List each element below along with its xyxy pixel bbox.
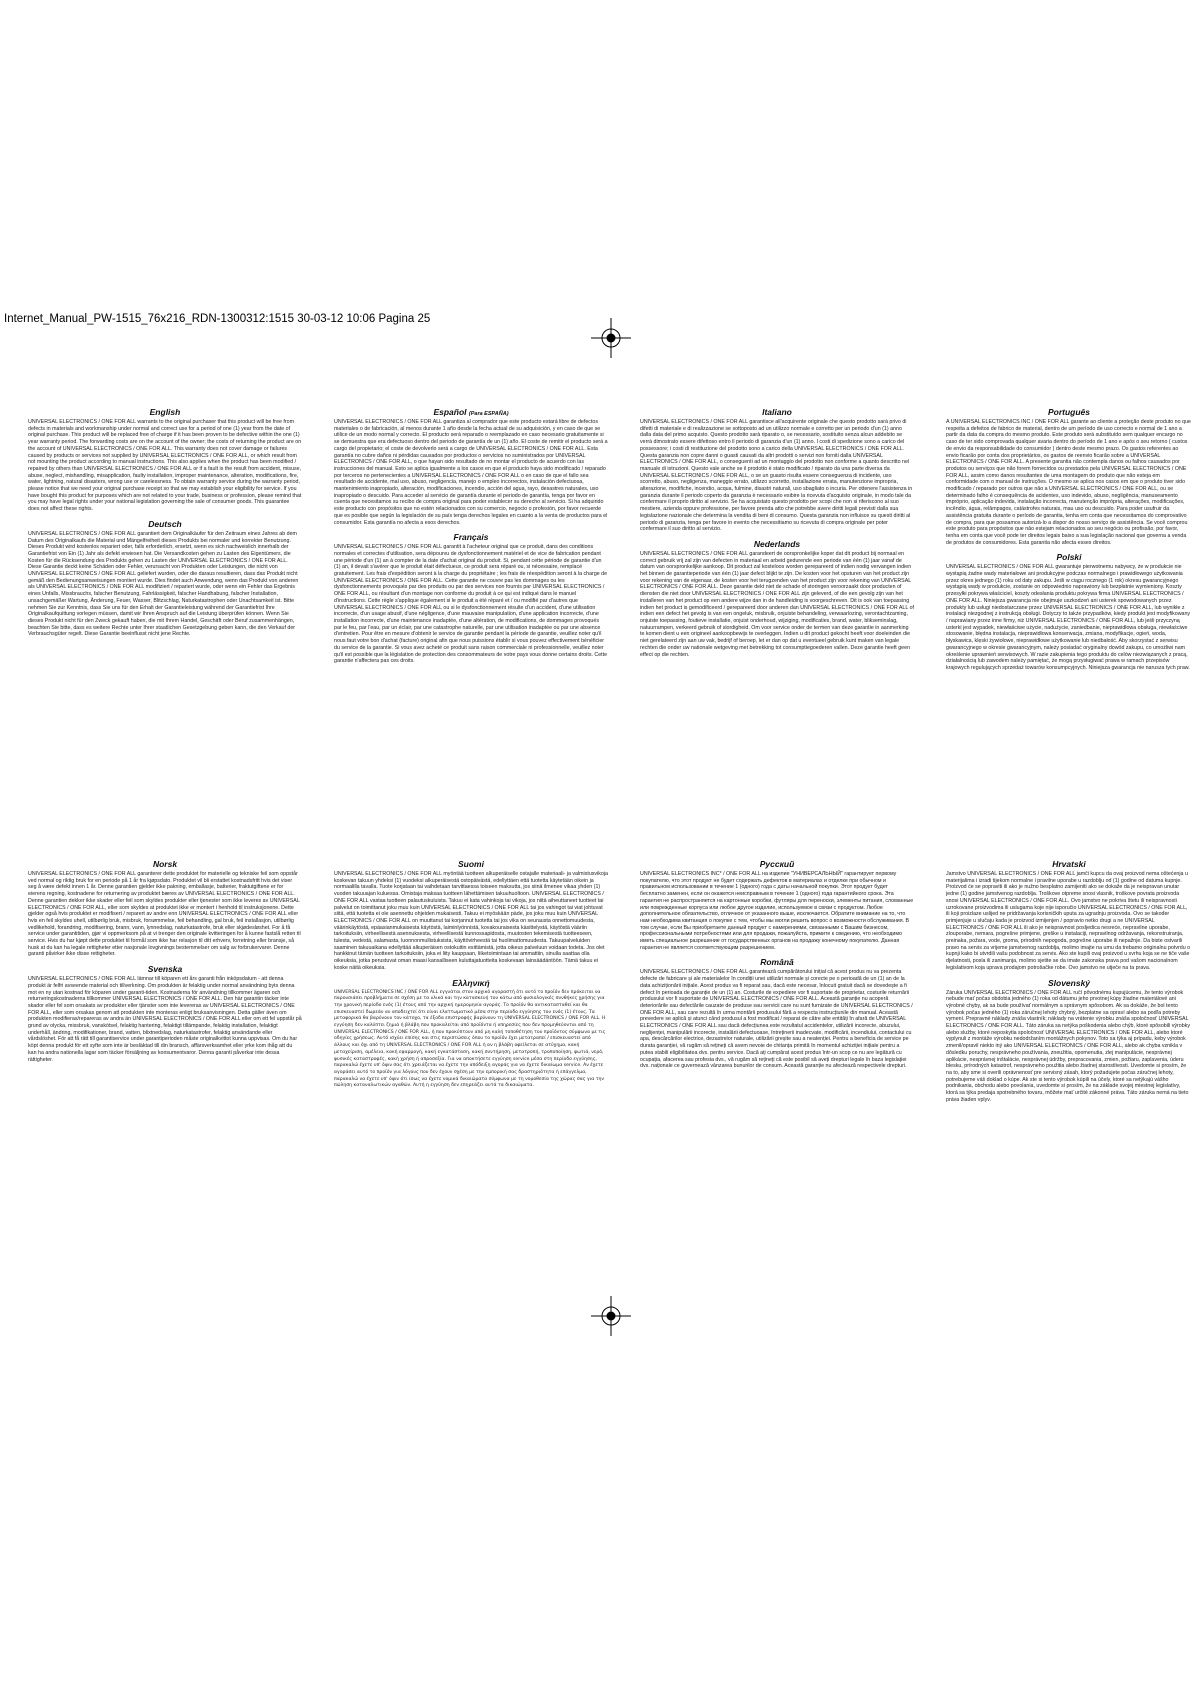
section-body: UNIVERSAL ELECTRONICS / ONE FOR ALL garantiza al comprador que este producto estará libre de defectos materiales o de fabricación, al menos durante 1 año desde la fecha actual de su adquisición, y en caso de que se utilice de un modo normal y correcto. El producto será reparado o reemplazado en caso necesario gratuitamente si se demuestra que era defectuoso dentro del periodo de garantía de un (1) año. El coste de remitir el producto será a cargo del propietario; el coste de devolverlo será a cargo de UNIVERSAL ELECTRONICS / ONE FOR ALL. Esta garantía no cubre daños ni pérdidas causados por productos o servicios no suministrados por UNIVERSAL ELECTRONICS / ONE FOR ALL, o que hayan sido resultado de no montar el producto de acuerdo con las instrucciones del manual. Esto se aplica igualmente a los casos en que el producto haya sido modificado / reparado por terceros no pertenecientes a UNIVERSAL ELECTRONICS / ONE FOR ALL o en caso de que el fallo sea resultado de accidente, mal uso, abuso, negligencia, manejo o empleo incorrectos, instalación defectuosa, mantenimiento inapropiado, alteración, modificaciones, incendio, acción del agua, rayo, desastres naturales, uso inapropiado o descuido. Para acceder al servicio de garantía durante el periodo de garantía, tenga por favor en cuenta que necesitamos su recibo de compra original para poder establecer su derecho al servicio. Si ha adquirido este producto con propósitos que no estén relacionados con su comercio, negocio o profesión, por favor recuerde que es posible que según la legislación de su país tenga derechos legales en cuanto a la venta de productos para el consumidor. Esta garantía no afecta a esos derechos. [334, 419, 608, 526]
warranty-section-suomi [334, 859, 608, 972]
section-title: Polski [1056, 552, 1082, 563]
section-body: Jamstvo UNIVERSAL ELECTRONICS / ONE FOR ALL jamči kupcu da ovaj proizvod nema oštećenja u materijalima i izradi tijekom normalne i pravilne uporabe u razdoblju od (1) godine od datuma kupnje. Proizvod će se popraviti ili ako je nužno besplatno zamijeniti ako se dokaže da je neispravan unutar jedne (1) godine jamstvenog razdoblja. Troškove otpreme snosi vlasnik, troškove povrata proizvoda snosi UNIVERSAL ELECTRONICS / ONE FOR ALL. Ovo jamstvo ne pokriva štetu ili neispravnosti uzrokovane proizvodima ili uslugama koje nije isporučio UNIVERSAL ELECTRONICS / ONE FOR ALL, ili koji proizlaze uslijed ne pridržavanja korisničkih uputa za ugradnju proizvoda. Ovo se također primjenjuje u slučaju kada je proizvod izmijenjen / popravio netko drugi a ne UNIVERSAL ELECTRONICS / ONE FOR ALL ili ako je neispravnost posljedica nesreće, nepravilne uporabe, zlouporabe, nemara, pogrešne primjene, greške u instalaciji, nepravilnog održavanja, rekonstruiranja, preinaka, požara, vode, groma, prirodnih nepogoda, pogrešne uporabe ili nepažnje. Da biste ostvarili pravo na servis za vrijeme jamstvenog razdoblja, molimo imajte na umu da trebamo originalnu potvrdu o kupnji kako bi utvrdili vašu podobnost za servis. Ako ste kupili ovaj proizvod u svrhu koja se ne tiče vaše djelatnosti, posla ili zanimanja, molimo sjetite se da imate zakonska prava pod vašom nacionalnom legislativom koja uprava prodajom potrošačke robe. Ovo jamstvo ne utječe na ta prava. [946, 871, 1191, 971]
section-title: Norsk [152, 859, 178, 869]
section-title: Suomi [458, 859, 484, 869]
warranty-section-english [28, 407, 302, 513]
column-row1-2 [334, 407, 608, 671]
warranty-section-greek [334, 978, 608, 1091]
column-row1-4 [946, 407, 1192, 678]
section-title: Français [453, 532, 489, 543]
section-title-suffix: (Para ESPAÑA) [468, 411, 509, 417]
column-row1-1 [28, 407, 302, 644]
warranty-section-svenska [28, 964, 302, 1063]
section-title: Ελληνική [452, 977, 490, 988]
section-title: Русский [759, 859, 795, 869]
warranty-section-norsk [28, 859, 302, 958]
section-title: Português [1047, 407, 1091, 417]
section-title: Română [760, 957, 794, 968]
registration-mark-bottom-icon [591, 1296, 631, 1336]
section-body: UNIVERSAL ELECTRONICS / ONE FOR ALL garantisce all'acquirente originale che questo prodotto sarà privo di difetti di materiale e di realizzazione se sottoposto ad un utilizzo normale e corretto per un periodo d'un (1) anno dalla data del primo acquisto. Questo prodotto sarà riparato o, se necessario, sostituito senza alcun addebito se verrà dimostrato essere difettoso entro il periodo di garanzia d'un (1) anno. I costi di spedizione sono a carico del possessore; i costi di restituzione del prodotto sono a carico della UNIVERSAL ELECTRONICS / ONE FOR ALL. Questa garanzia non copre danni o guasti causati da altri prodotti o servizi non forniti dalla UNIVERSAL ELECTRONICS / ONE FOR ALL, o conseguenti ad un montaggio del prodotto non conforme a quanto descritto nel manuale di istruzioni. Questo vale anche se il prodotto è stato modificato / riparato da una parte diversa da UNIVERSAL ELECTRONICS / ONE FOR ALL, o se un guasto risulta essere conseguenza di incidente, uso scorretto, abuso, negligenza, maneggio errato, utilizzo scorretto, installazione errata, manutenzione impropria, alterazione, modifiche, incendio, acqua, fulmine, disastri naturali, uso sbagliato o incuria. Per ottenere l'assistenza in garanzia durante il periodo coperto da garanzia è necessario esibire la ricevuta d'acquisto originale, in modo tale da confermare il proprio diritto al servizio. Se ha acquistato questo prodotto per scopi che non si riferiscono al suo mestiere, azienda oppure professione, per favore prenda atto che potrebbe avere diritti legali previsti dalla sua legislazione nazionale che determina la vendita di beni di consumo. Questa garanzia non influisce su questi diritti al periodo di garanzia, tenga per favore in evento che necessitiamo su ricevuta di compra originale per poter confermare il suo diritto al servizio. [640, 419, 913, 533]
warranty-section-italiano [640, 407, 914, 533]
section-body: UNIVERSAL ELECTRONICS INC / ONE FOR ALL εγγυάται στον αρχικό αγοραστή ότι αυτό το προϊόν δεν πρόκειται να παρουσιάσει προβλήματα σε σχέση με τα υλικά και την κατασκευή του κάτω από φυσιολογικές συνθήκες χρήσης για την χρονική περίοδο ενός (1) έτους από την αρχική ημερομηνία αγοράς. Το προϊόν θα αντικατασταθεί και θα επισκευαστεί δωρεάν αν αποδειχτεί ότι είναι ελαττωματικό μέσα στην περίοδο εγγύησης του ενός (1) έτους. Τα μεταφορικά θα βαρύνουν τον κάτοχο, τα έξοδα επιστροφής βαρύνουν τη UNIVERSAL ELECTRONICS / ONE FOR ALL. Η εγγύηση δεν καλύπτει ζημιά ή βλάβη που προκαλείται από προϊόντα ή υπηρεσίες που δεν προμηθεύονται από τη UNIVERSAL ELECTRONICS / ONE FOR ALL, ή που προκύπτουν από μη καλή τοποθέτηση του προϊόντος σύμφωνα με τις οδηγίες χρήσεως. Αυτό ισχύει επίσης και στις περιπτώσεις όπου το προϊόν έχει μετατραπεί / επισκευαστεί από άλλους και όχι από τη UNIVERSAL ELECTRONICS / ONE FOR ALL ή αν η βλάβη οφείλεται σε ατύχημα, κακή μεταχείριση, αμέλεια, κακή εφαρμογή, κακή εγκατάσταση, κακή συντήρηση, μετατροπή, τροποποίηση, φωτιά, νερό, φυσικές καταστροφές, κακή χρήση ή απροσεξία. Για να αποκτήσετε εγγύηση service μέσα στη περίοδο εγγύησης, παρακαλώ έχετε υπ' όψιν σας ότι χρειάζεται να έχετε την απόδειξη αγοράς για να έχετε δικαίωμα service. Αν έχετε αγοράσει αυτό το προϊόν για λόγους που δεν έχουν σχέση με την εμπορική σας δραστηριότητα ή επάγγελμα, παρακαλώ να έχετε υπ' όψιν ότι ίσως να έχετε νομικά δικαιώματα σύμφωνα με τη νομοθεσία της χώρας σας για την πώληση καταναλωτικών αγαθών. Αυτή η εγγύηση δεν επηρεάζει αυτά τα δικαιώματα. [334, 989, 606, 1089]
warranty-section-nederlands [640, 539, 914, 658]
section-title: Nederlands [753, 538, 801, 549]
warranty-section-russian [640, 859, 914, 951]
column-row1-3 [640, 407, 914, 664]
section-body: UNIVERSAL ELECTRONICS / ONE FOR ALL myöntää tuotteen alkuperäiselle ostajalle materiaali- ja valmistusvikoja koskevan takuun yhdeksi (1) vuodeksi alkuperäisestä ostopäivästä, edellyttäen että tuotetta käytetään oikein ja normaalilla tavalla. Tuote korjataan tai vaihdetaan tarvittaessa toiseen maksutta, jos siinä ilmenee vikaa yhden (1) vuoden takuuajan kuluessa. Omistaja maksaa tuotteen lähettämisen takuuhuoltoon. UNIVERSAL ELECTRONICS / ONE FOR ALL vastaa tuotteen palautuskuluista. Takuu ei kata vahinkoja tai vikoja, jos niitä aiheuttaneet tuotteet tai palvelut on toimittanut joku muu kuin UNIVERSAL ELECTRONICS / ONE FOR ALL tai jos vahingot tai viat johtuvat siitä, että tuotetta ei ole asennettu ohjeiden mukaisesti. Takuu ei myöskään päde, jos joku muu kuin UNIVERSAL ELECTRONICS / ONE FOR ALL on muuttanut tai korjannut tuotetta tai jos vika on seurausta onnettomuudesta, väärinkäytöstä, epäasianmukaisesta käytöstä, laiminlyönnistä, kovakouraisesta käsittelystä, käytöstä vääriin tarkoituksiin, virheellisestä asennuksesta, virheellisestä kunnossapidosta, muutosten tekemisestä tuotteeseen, tulesta, vedestä, salamasta, luonnonmullistuksista, käyttövirheestä tai huolimattomuudesta. Takuupalveluiden saaminen takuuaikana edellyttää alkuperäisen ostokuitin esittämistä, jotta oikeus palveluun voidaan todeta. Jos olet hankkinut tämän tuotteen tarkoituksiin, joka ei liity kauppaan, liiketoimintaan tai ammattiin, sinulla saattaa olla oikeuksia, jotka perustuvat oman maasi kansalliseen kuluttajatuotteita koskevaan lainsäädäntöön. Tämä takuu ei koske näitä oikeuksia. [334, 871, 608, 971]
column-row2-4 [946, 859, 1192, 1110]
section-body: Záruka UNIVERSAL ELECTRONICS / ONE FOR ALL ručí pôvodnému kupujúcemu, že tento výrobok nebude mať počas obdobia jedného (1) roka od dátumu jeho prvotnej kúpy žiadne materiálové ani výrobné chyby, ak sa bude používať normálnym a správnym spôsobom. Ak sa dokáže, že bol tento výrobok počas jedného (1) roka záručnej lehoty chybný, bezplatne sa opraví alebo sa podľa potreby vymení. Prepravné náklady znáša vlastník; náklady na vrátenie výrobku znáša spoločnosť UNIVERSAL ELECTRONICS / ONE FOR ALL. Táto záruka sa netýka poškodenia alebo chýb, ktoré spôsobili výrobky alebo služby, ktoré neposkytla spoločnosť UNIVERSAL ELECTRONICS / ONE FOR ALL, alebo ktoré vyplynuli z montáže výrobku nedodržaním montážnych pokynov. Toto sa týka aj prípadu, keby výrobok zmenil/opravil niekto iný ako UNIVERSAL ELECTRONICS / ONE FOR ALL, alebo ak chyba vznikla v dôsledku poruchy, nesprávneho používania, zneužitia, opomenutia, zlej manipulácie, nesprávnej aplikácie, nesprávnej inštalácie, nesprávnej údržby, prepracovania, zmien, požiaru, zaplavenia, úderu blesku, prírodných katastrof, nesprávneho použitia alebo žiadnej starostlivosti. Uvedomte si prosím, že na to, aby sme si overili oprávnenosť pre servisný zásah, ktorý požadujete počas záručnej lehoty, potrebujeme váš doklad o kúpe. Ak ste si tento výrobok kúpili na účely, ktoré sa netýkajú vášho podnikania, obchodu alebo povolania, uvedomte si prosím, že na základe svojej miestnej legislatívy, ktorá sa týka predaja spotrebného tovaru, môžete mať určité zákonné práva. Táto záruka nemá na tieto práva žiaden vplyv. [946, 989, 1190, 1103]
warranty-section-espanol [334, 407, 608, 526]
warranty-section-romana [640, 957, 914, 1070]
section-title: Español (Para ESPAÑA) [433, 407, 509, 417]
section-title: English [149, 407, 181, 417]
section-title: Hrvatski [1052, 859, 1086, 869]
warranty-section-francais [334, 532, 608, 665]
section-body: UNIVERSAL ELECTRONICS / ONE FOR ALL garanterer dette produktet for materielle og tekniske feil som oppstår ved normal og riktig bruk for en periode på 1 år fra kjøpsdato. Produktet vil bli erstattet kostnadsfritt hvis det viser seg å være defekt innen 1 år. Denne garantien gjelder ikke pakning, emballasje, batterier, fraktutgiftene er for eierens regning, kostnadene for returnering av produktet bæres av UNIVERSAL ELECTRONICS / ONE FOR ALL. Denne garantien dekker ikke skader eller feil som skyldes produkter eller tjenester som ikke leveres av UNIVERSAL ELECTRONICS / ONE FOR ALL, eller som skyldes at produktet ikke er montert i henhold til instruksjonene. Dette gjelder også hvis produktet er modifisert / reparert av andre enn UNIVERSAL ELECTRONICS / ONE FOR ALL eller hvis en feil skyldes uhell, utilbørlig bruk, misbruk, forsømmelse, feil behandling, gal bruk, feil installasjon, utilbørlig vedlikehold, forandring, modifisering, brann, vann, lynnedslag, naturkatastrofe, bruk eller skjødesløshet. For å få service under garantitiden, gjør vi oppmerksom på at vi trenger den originale kvitteringen for å kunne fastslå retten til service. Hvis du har kjøpt dette produktet til formål som ikke har relasjon til ditt erhverv, forretning eller bransje, så husk at du kan ha legale rettigheter etter nasjonale lovgivnings bestemmelser om salg av forbrukervarer. Denne garanti påvirker ikke disse rettigheter. [28, 871, 301, 958]
warranty-section-polski [946, 552, 1192, 671]
print-slug: Internet_Manual_PW-1515_76x216_RDN-1300312:1515 30-03-12 10:06 Pagina 25 [4, 313, 431, 325]
warranty-section-hrvatski [946, 859, 1192, 972]
section-body: A UNIVERSAL ELECTRONICS INC / ONE FOR ALL garante ao cliente a proteção deste produto no que respeita a defeitos de fabrico de material, dentro de um período de uso correcto e normal de 1 ano a partir da data da compra do mesmo produto. Este produto será substituído sem qualquer encargo no caso de ter sido comprovada qualquer avaria dentro do período de 1 ano e após o seu retorno ( custos de envio da responsabilidade do consumidor ) dentro deste mesmo prazo. Os gastos referentes ao envio ficarão por conta dos proprietários, os gastos de reenvio ficarão sobre a UNIVERSAL ELECTRONICS / ONE FOR ALL. A presente garantia não contempla danos ou falhos causados por produtos ou serviços que não forem fornecidos ou prestados pela UNIVERSAL ELECTRONICS / ONE FOR ALL, assim como danos resultantes de uma montagem do produto que não esteja em conformidade com o manual de instruções. O mesmo se aplica nos casos em que o produto tiver sido modificado / reparado por outros que não a UNIVERSAL ELECTRONICS / ONE FOR ALL, ou se determinado falho é consequência de acidentes, uso indevido, abuso, negligência, manuseamento impróprio, aplicação indevida, instalação incorrecta, manutenção imprópria, alterações, modificações, incêndio, água, relâmpagos, catástrofes naturais, mau uso ou descuido. Para poder usufruir da assistência gratuita durante o período de garantia, tenha em conta que necessitamos do comprovativo de compra, para que possamos autorizá-lo a dispor do nosso serviço de assistência. Se você comprou este produto para propósitos que não estejam relacionados ao seu negócio ou profissão, por favor, tenha em conta que você pode ter direitos legais baixo a sua legislação nacional que governa a venda de produtos de consumidores. Esta garantia não afecta esses direitos. [946, 419, 1191, 546]
column-row2-3 [640, 859, 914, 1076]
section-title: Deutsch [148, 518, 182, 529]
column-row2-1 [28, 859, 302, 1069]
warranty-section-portugues [946, 407, 1192, 546]
section-body: UNIVERSAL ELECTRONICS INC* / ONE FOR ALL на изделие "УНИВЕРСАЛЬНЫЙ" гарантирует первому покупателю, что этот продукт не будет содержать дефектов в материалах и отделке при обычном и правильном использовании в течение 1 (одного) года с даты начальной покупки. Этот продукт будет бесплатно заменен, если он окажется неисправным в течение 1 (одного) года гарантийного срока. Эта гарантия не распространяется на картонные коробки, футляры для переноски, элементы питания, сломанные или поврежденные корпуса или любое другое изделие, используемое в связи с продуктом. Любое дополнительное обязательство, отличное от указанного выше, исключается. Обратите внимание на то, что нам необходима квитанция о покупке с тем, чтобы мы могли решить вопрос о возможности обслуживания. В том случае, если Вы приобретаете данный продукт с намерениями, связанными с Вашим бизнесом, профессиональными потребностями или для продажи, пожалуйста, примите к сведению, что необходимо иметь специальное разрешение от государственных органов на продажу конечному покупателю. Данная гарантия не является соответствующим разрешением. [640, 871, 914, 951]
section-body: UNIVERSAL ELECTRONICS / ONE FOR ALL warrants to the original purchaser that this product will be free from defects in materials and workmanship under normal and correct use for a period of one (1) year from the date of original purchase. This product will be replaced free of charge if it has been proven to be defective within the one (1) year warranty period. The forwarding costs are on the account of the owner; the costs of returning the product are on the account of UNIVERSAL ELECTRONICS / ONE FOR ALL. This warranty does not cover damage or failures caused by products or services not supplied by UNIVERSAL ELECTRONICS / ONE FOR ALL, or which result from not mounting the product according to manual instructions. This also applies when the product has been modified / repaired by others than UNIVERSAL ELECTRONICS / ONE FOR ALL or if a fault is the result from accident, misuse, abuse, neglect, mishandling, misapplication, faulty installation, improper maintenance, alteration, modifications, fire, water, lightning, natural disasters, wrong use or carelessness. To obtain warranty service during the warranty period, please notice that we need your original purchase receipt so that we may establish your eligibility for service. If you have bought this product for purposes which are not related to your trade, business or profession, please remind that you may have legal rights under your national legislation governing the sale of consumer goods. This guarantee does not affect these rights. [28, 419, 302, 513]
section-body: UNIVERSAL ELECTRONICS / ONE FOR ALL gwarantuje pierwotnemu nabywcy, że w produkcie nie wystąpią żadne wady materiałowe ani produkcyjne podczas normalnego i prawidłowego użytkowania przez okres jednego (1) roku od daty zakupu. Jeśli w ciągu rocznego (1 rok) okresu gwarancyjnego wystąpią wady w produkcie, zostanie on odpowiednio naprawiony lub bezpłatnie wymieniony. Koszty przesyłki pokrywa właściciel, koszty odesłania produktu pokrywa firma UNIVERSAL ELECTRONICS / ONE FOR ALL. Niniejsza gwarancja nie obejmuje uszkodzeń ani usterek spowodowanych przez produkty lub usługi niedostarczane przez UNIVERSAL ELECTRONICS / ONE FOR ALL, lub wynikłe z instalacji niezgodnej z instrukcją obsługi. Dotyczy to także przypadków, kiedy produkt jest modyfikowany / naprawiany przez inne firmy, niż UNIVERSAL ELECTRONICS / ONE FOR ALL, lub jeśli przyczyną usterki jest wypadek, niewłaściwe użycie, nadużycie, zaniedbanie, nieprawidłowa obsługa, niewłaściwe stosowanie, błędna instalacja, nieprawidłowa konserwacja, zmiana, modyfikacje, ogień, woda, błyskawica, klęski żywiołowe, nieprawidłowe użytkowanie lub niedbałość. Aby skorzystać z serwisu gwarancyjnego w okresie gwarancyjnym, należy posiadać oryginalny dowód zakupu, co umożliwi nam określenie uprawnień serwisowych. W razie zakupienia tego produktu do celów niezwiązanych z pracą, działalnością lub zawodem należy pamiętać, że mogą przysługiwać prawa w ramach przepisów krajowych regulujących sprzedaż towarów konsumpcyjnych. Niniejsza gwarancja nie narusza tych praw. [946, 564, 1191, 671]
section-body: UNIVERSAL ELECTRONICS / ONE FOR ALL garantit à l'acheteur original que ce produit, dans des conditions normales et correctes d'utilisation, sera dépourvu de dysfonctionnement matériel et de vice de fabrication pendant une période d'un (1) an à compter de la date d'achat original du produit. Si, pendant cette période de garantie d'un (1) an, il devait s'avérer que le produit était défectueux, ce produit sera réparé ou, si nécessaire, remplacé gratuitement. Les frais d'expédition seront à la charge du propriétaire ; les frais de réexpédition seront à la charge de UNIVERSAL ELECTRONICS / ONE FOR ALL. Cette garantie ne couvre pas les dommages ou les dysfonctionnements provoqués par des produits ou par des services non fournis par UNIVERSAL ELECTRONICS / ONE FOR ALL, ou résultant d'un montage non conforme du produit à ce qui est indiqué dans le manuel d'instructions. Cette règle s'applique également si le produit a été réparé et / ou modifié par d'autres que UNIVERSAL ELECTRONICS / ONE FOR ALL ou si le dysfonctionnement résulte d'un accident, d'une utilisation incorrecte, d'un usage abusif, d'une négligence, d'une mauvaise manipulation, d'une application incorrecte, d'une installation incorrecte, d'une maintenance inadaptée, d'une altération, de modifications, de dommages provoqués par le feu, par l'eau, par un éclair, par une catastrophe naturelle, par une utilisation inadaptée ou par une absence d'entretien. Pour être en mesure d'obtenir le service de garantie pendant la période de garantie, veuillez noter qu'il nous faut votre bon d'achat (facture) original afin que nous puissions établir si vous pouvez effectivement bénéficier du service de la garantie. Si vous avez acheté ce produit sans raison commerciale ni professionnelle, veuillez noter qu'il est possible que la législation de protection des consommateurs de votre pays vous donne certains droits. Cette garantie n'affectera pas ces droits. [334, 544, 608, 665]
section-body: UNIVERSAL ELECTRONICS / ONE FOR ALL garandeert de oorspronkelijke koper dat dit product bij normaal en correct gebruik vrij zal zijn van defecten in materiaal en arbeid gedurende een periode van één (1) jaar vanaf de datum van oorspronkelijke aankoop. Dit product zal kosteloos worden gerepareerd of indien nodig vervangen indien het binnen de garantieperiode van één (1) jaar defect blijkt te zijn. De kosten voor het opsturen van het product zijn voor rekening van de eigenaar, de kosten voor het terugzenden van het product zijn voor rekening van UNIVERSAL ELECTRONICS / ONE FOR ALL. Deze garantie dekt niet de schade of storingen veroorzaakt door producten of diensten die niet door UNIVERSAL ELECTRONICS / ONE FOR ALL zijn geleverd, of die een gevolg zijn van het installeren van het product op een andere wijze dan in de handleiding is voorgeschreven. Dit is ook van toepassing indien het product is gemodificeerd / gerepareerd door anderen dan UNIVERSAL ELECTRONICS / ONE FOR ALL of indien een defect het gevolg is van een ongeluk, misbruik, onjuiste behandeling, verwaarlozing, verontachtzaming, onjuiste toepassing, foutieve installatie, onjuist onderhoud, wijziging, modificaties, brand, water, blikseminslag, natuurrampen, verkeerd gebruik of slordigheid. Om voor service onder de termen van deze garantie in aanmerking te komen dient u een origineel aankoopbewijs te overleggen. Indien u dit product gekocht heeft voor doeleinden die niet gerelateerd zijn aan uw vak, bedrijf of beroep, let er dan op dat u eventueel gebruik kunt maken van legale rechten die onder uw nationale wetgeving met betrekking tot consumptiegoederen vallen. Deze garantie heeft geen effect op die rechten. [640, 550, 914, 658]
registration-mark-top-icon [591, 318, 631, 358]
section-body: UNIVERSAL ELECTRONICS / ONE FOR ALL garantează cumpărătorului inițial că acest produs nu va prezenta defecte de fabricare și ale materialelor în condiții unei utilizări normale și corecte pe o perioadă de un (1) an de la data achiziționării inițiale. Acest produs va fi reparat sau, dacă este necesar, înlocuit gratuit dacă se dovedește a fi defect în perioada de garanție de un (1) an. Costurile de expediere vor fi suportate de proprietar, costurile returnării produsului vor fi suportate de UNIVERSAL ELECTRONICS / ONE FOR ALL. Această garanție nu acoperă deteriorările sau defectările cauzate de produse sau servicii care nu sunt furnizate de UNIVERSAL ELECTRONICS / ONE FOR ALL, sau care rezultă în urma montării produsului fără a respecta instrucțiunile din manual. Această prevedere se aplică și atunci când produsul a fost modificat / reparat de către alte entități în afară de UNIVERSAL ELECTRONICS / ONE FOR ALL sau dacă defecțiunea este rezultatul accidentelor, utilizării incorecte, abuzului, neglijenței, manipulării incorecte, instalării defectuoase, întreținerii inadecvate, modificării, incendiului, contactului cu apa, descărcărilor electrice, dezastrelor naturale, utilizării greșite sau a neatenției. Pentru a beneficia de service pe durata garanției, vă rugăm să rețineți că avem nevoie de chitanța primită în momentul achiziției inițiale pentru a putea stabili eligibilitatea dvs. pentru service. Dacă ați cumpărat acest produs într-un scop ce nu are legătură cu ocupația, afacerea sau profesia dvs., vă rugăm să rețineți că este posibil să aveți drepturi legale în baza legislației dvs. naționale ce guvernează vânzarea bunurilor de consum. Această garanție nu afectează respectivele drepturi. [640, 969, 913, 1070]
warranty-section-deutsch [28, 519, 302, 638]
section-title: Italiano [762, 407, 792, 417]
section-title: Svenska [147, 964, 183, 975]
warranty-section-slovensky [946, 978, 1192, 1104]
section-body: UNIVERSAL ELECTRONICS / ONE FOR ALL lämnar till köparen ett års garanti från inköpsdatum - att denna produkt är felfri avseende material och tillverkning. Om produkten är felaktig under normal användning byts denna mot en ny utan kostnad för köparen under garanti-tiden. Kostnaderna för användning tillkommer ägaren och returneringskostnaderna tillkommer UNIVERSAL ELECTRONICS / ONE FOR ALL. Den här garantin täcker inte skador eller fel som orsakats av produkter eller tjänster som inte levereras av UNIVERSAL ELECTRONICS / ONE FOR ALL, eller som orsakas genom att produkten inte monteras enligt bruksanvisningen. Detta gäller även om produkten modifieras/repareras av andra än UNIVERSAL ELECTRONICS / ONE FOR ALL eller om ett fel uppstår på grund av olycka, missbruk, vanskötsel, felaktig hantering, felaktigt tillämpande, felaktig installation, felaktigt underhåll, ändring, modifikationer, brand, vatten, blixtnedslag, naturkatastrofer, felaktig användande eller vårdslöshet. För att få rätt till garantiservice under garantiperioden måste originalkvittot kunna uppvisas. Om du har köpt denna produkt för ett syfte som inte är besläktad till din bransch, affärsverksamhet eller yrke kom ihåg att du kan ha andra nationella lagar som täcker försäljning av konsumentvaror. Denna garanti påverkar inte dessa rättigheter. [28, 976, 302, 1063]
section-body: UNIVERSAL ELECTRONICS / ONE FOR ALL garantiert dem Originalkäufer für den Zeitraum eines Jahres ab dem Datum des Originalkaufs die Material und Mängelfreiheit dieses Produkts bei normaler und korrekter Benutzung. Dieses Produkt wird kostenlos repariert oder, falls erforderlich, ersetzt, wenn es sich nachweislich innerhalb der Garantiefrist von Ein (1) Jahr als defekt erwiesen hat. Die Versandkosten gehen zu Lasten des Eigentümers, die Kosten für die Rücksendung des Produkts gehen zu Lasten der UNIVERSAL ELECTRONICS / ONE FOR ALL. Diese Garantie deckt keine Schäden oder Fehler, verursacht von Produkten oder Leistungen, die nicht von UNIVERSAL ELECTRONICS / ONE FOR ALL geliefert wurden, oder die daraus resultieren, dass das Produkt nicht gemäß den Bedienungsanweisungen montiert wurde. Dies findet auch Anwendung, wenn das Produkt von anderen als UNIVERSAL ELECTRONICS / ONE FOR ALL modifiziert / repariert wurde, oder wenn ein Fehler das Ergebnis eines Unfalls, Missbrauchs, falscher Benutzung, Fahrlässigkeit, falscher Handhabung, falscher Installation, unsachgemäßer Wartung, Änderung, Feuer, Wasser, Blitzschlag, Naturkatastrophen oder Unachtsamkeit ist. Bitte nehmen Sie zur Kenntnis, dass Sie uns für den Erhalt der Garantieleistung während der Garantiefrist Ihre Originalkaufquittung vorlegen müssen, damit wir Ihren Anspruch auf die Leistung überprüfen können. Wenn Sie dieses Produkt nicht für den Zweck gekauft haben, die mit Ihrem Handel, Geschäft oder Beruf zusammenhängen, beachten Sie bitte, dass es weitere Rechte unter Ihrer staatlichen Gesetzgebung geben kann, die den Verkauf der Verbrauchsgüter regelt. Diese Garantie beeinflusst nicht jene Rechte. [28, 530, 299, 638]
column-row2-2 [334, 859, 608, 1096]
section-title: Slovenský [1047, 977, 1091, 988]
